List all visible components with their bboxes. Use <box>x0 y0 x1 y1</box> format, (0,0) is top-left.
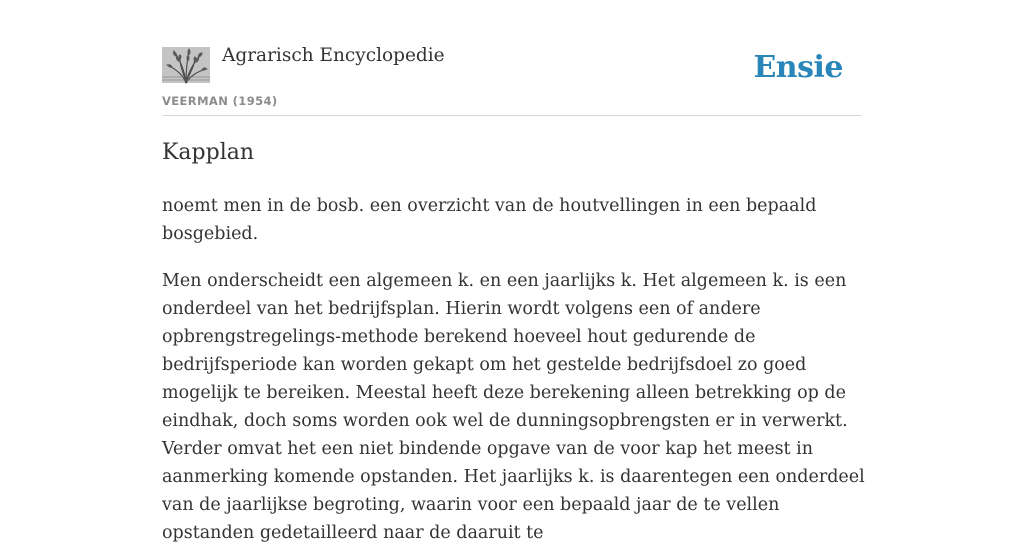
source-author: VEERMAN (1954) <box>162 94 278 108</box>
source-header <box>162 0 862 116</box>
wheat-illustration-icon[interactable] <box>162 47 210 83</box>
article-title: Kapplan <box>162 140 255 165</box>
article-paragraph: Men onderscheidt een algemeen k. en een jaarlijks k. Het algemeen k. is een onderdeel van het bedrijfsplan. Hierin wordt volgens een of andere opbrengstregelings-methode berekend hoeveel hout gedurende de bedrijfsperiode kan worden gekapt om het gestelde bedrijfsdoel zo goed mogelijk te bereiken. Meestal heeft deze berekening alleen betrekking op de eindhak, doch soms worden ook wel de dunningsopbrengsten er in verwerkt. Verder omvat het een niet bindende opgave van de voor kap het meest in aanmerking komende opstanden. Het jaarlijks k. is daarentegen een onderdeel van de jaarlijkse begroting, waarin voor een bepaald jaar de te vellen opstanden gedetailleerd naar de daaruit te <box>162 271 865 543</box>
article-paragraph: noemt men in de bosb. een overzicht van de houtvellingen in een bepaald bosgebied. <box>162 196 817 244</box>
article-container <box>162 0 865 543</box>
brand-logo[interactable]: Ensie <box>753 50 843 85</box>
source-title-link[interactable]: Agrarisch Encyclopedie <box>222 45 445 66</box>
